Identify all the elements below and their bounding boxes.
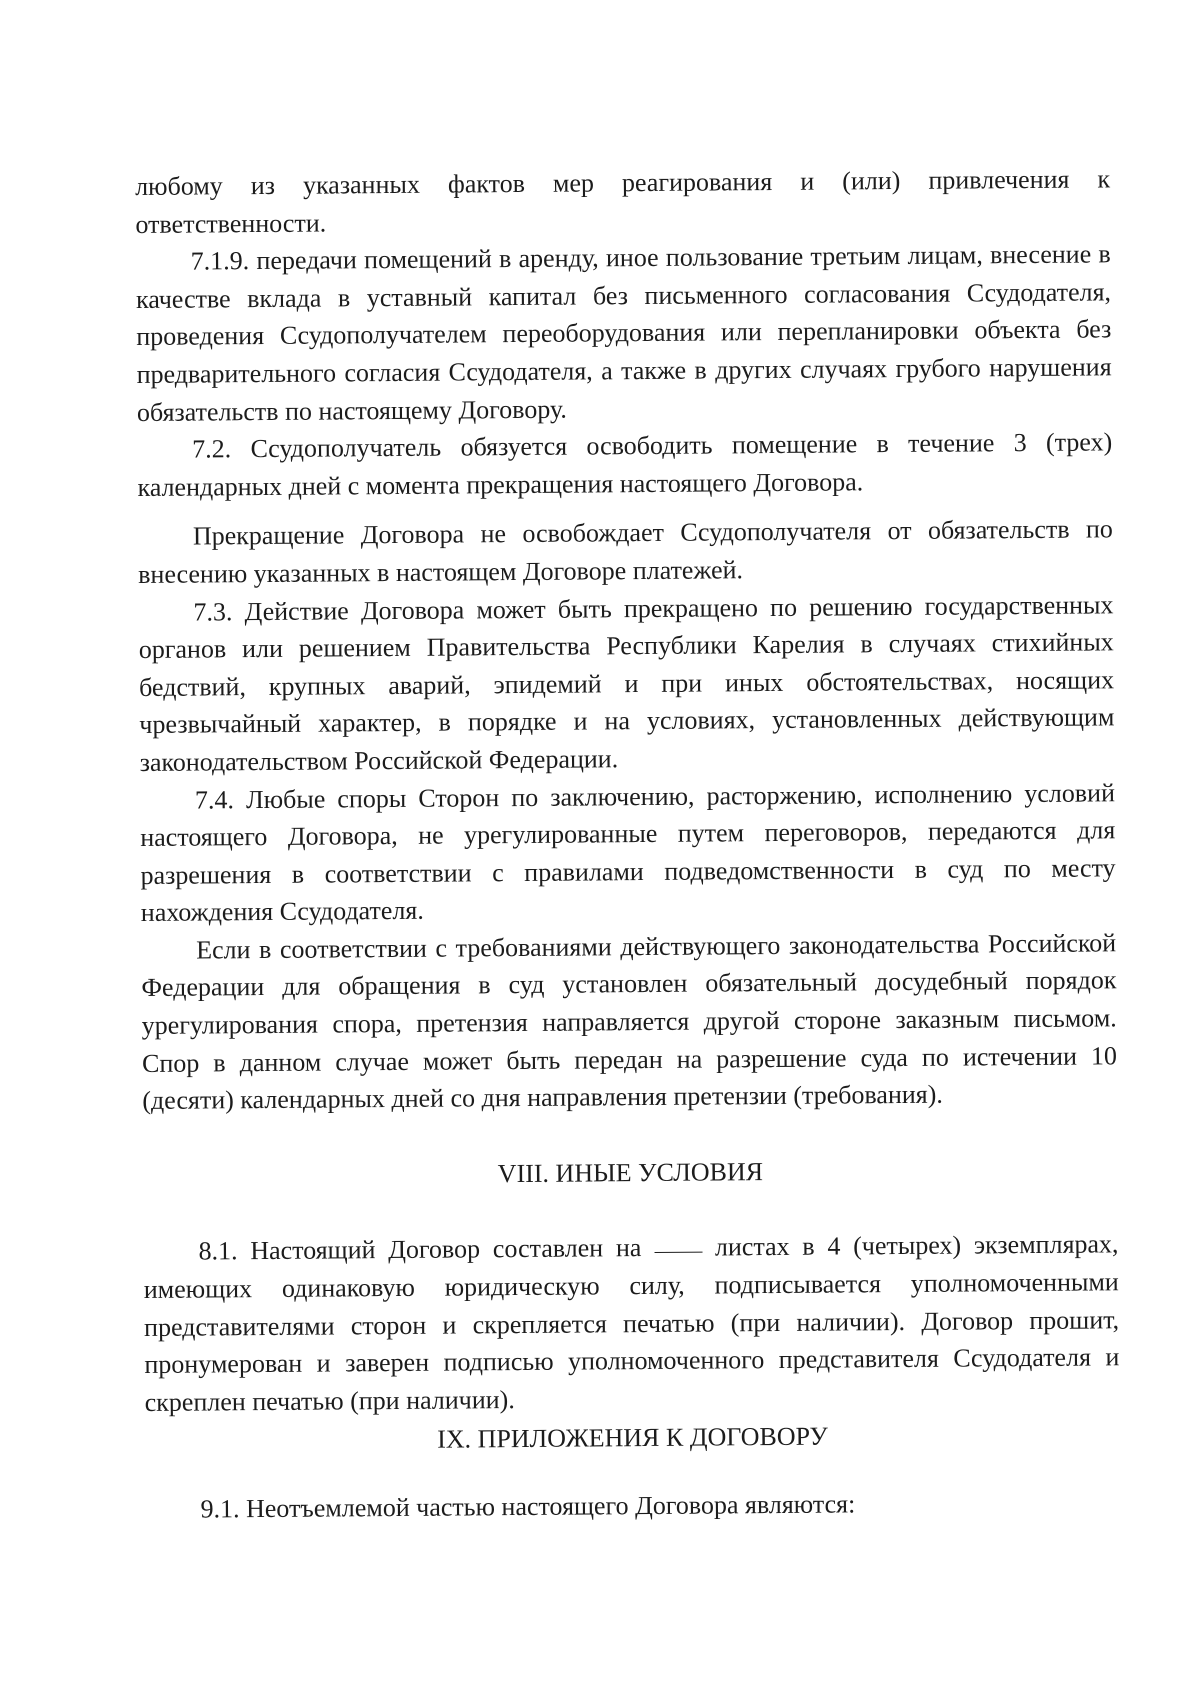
paragraph-7-2-termination: Прекращение Договора не освобождает Ссудополучателя от обязательств по внесению указанных в настоящем Договоре платежей. [138, 514, 1113, 589]
paragraph-continuation: любому из указанных фактов мер реагирования и (или) привлечения к ответственности. [135, 164, 1111, 239]
document-page [135, 160, 1121, 1528]
paragraph-8-1-start: 8.1. Настоящий Договор составлен на [198, 1233, 642, 1266]
paragraph-7-1-9: 7.1.9. передачи помещений в аренду, иное пользование третьим лицам, внесение в качестве вклада в уставный капитал без письменного согласования Ссудодателя, проведения Ссудополучателем переоборудования или перепланировки объекта без предварительного согласия Ссудодателя, а также в других случаях грубого нарушения обязательств по настоящему Договору. [135, 239, 1112, 427]
paragraph-7-2: 7.2. Ссудополучатель обязуется освободить помещение в течение 3 (трех) календарных дней с момента прекращения настоящего Договора. [137, 427, 1113, 502]
paragraph-7-4-pretrial: Если в соответствии с требованиями действующего законодательства Российской Федерации для обращения в суд установлен обязательный досудебный порядок урегулирования спора, претензия направляется другой стороне заказным письмом. Спор в данном случае может быть передан на разрешение суда по истечении 10 (десяти) календарных дней со дня направления претензии (требования). [141, 928, 1118, 1116]
paragraph-9-1: 9.1. Неотъемлемой частью настоящего Договора являются: [200, 1489, 856, 1524]
paragraph-8-1 [143, 1226, 1119, 1422]
paragraph-7-3: 7.3. Действие Договора может быть прекращено по решению государственных органов или решением Правительства Республики Карелия в случаях стихийных бедствий, крупных аварий, эпидемий и при иных обстоятельствах, носящих чрезвычайный характер, в порядке и на условиях, установленных действующим законодательством Российской Федерации. [138, 589, 1115, 777]
paragraph-7-4: 7.4. Любые споры Сторон по заключению, расторжению, исполнению условий настоящего Договора, не урегулированные путем переговоров, передаются для разрешения в соответствии с правилами подведомственности в суд по месту нахождения Ссудодателя. [140, 777, 1116, 928]
section-heading-9: IX. ПРИЛОЖЕНИЯ К ДОГОВОРУ [437, 1422, 828, 1455]
paragraph-8-1-end: листах в 4 (четырех) экземплярах, имеющих одинаковую юридическую силу, подписывается уполномоченными представителями сторон и скрепляется печатью (при наличии). Договор прошит, пронумерован и заверен подписью уполномоченного представителя Ссудодателя и скреплен печатью (при наличии). [143, 1229, 1120, 1417]
section-heading-8: VIII. ИНЫЕ УСЛОВИЯ [497, 1156, 764, 1189]
sheet-count-blank [654, 1251, 702, 1253]
